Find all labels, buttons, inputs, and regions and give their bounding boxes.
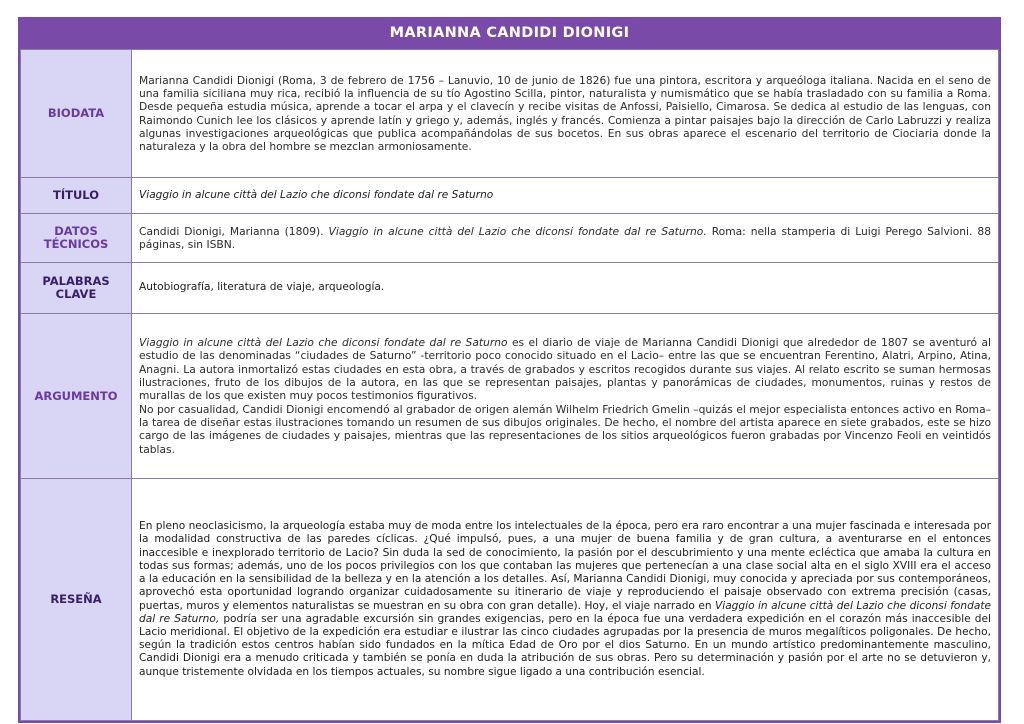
label-palabras-clave <box>21 263 132 314</box>
argumento-p1-italic: Viaggio in alcune città del Lazio che diconsi fondate dal re Saturno <box>139 336 508 350</box>
label-argumento: ARGUMENTO <box>21 314 132 479</box>
content-datos-tecnicos <box>132 214 999 263</box>
review-sheet <box>18 17 1001 723</box>
argumento-p1-rest: es el diario de viaje de Marianna Candidi Dionigi que alrededor de 1807 se aventuró al estudio de las denominadas “ciudades de Saturno” -territorio poco conocido situado en el Lacio– entre las que se encuentran Ferentino, Alatri, Arpino, Atina, Anagni. La autora inmortalizó estas ciudades en esta obra, a través de grabados y escritos recogidos durante sus viajes. Al relato escrito se suman hermosas ilustraciones, fruto de los dibujos de la autora, en las que se representan paisajes, plantas y panorámicas de ciudades, monumentos, ruinas y restos de murallas de los que existen muy pocos testimonios figurativos. <box>139 336 991 403</box>
label-datos-line2: TÉCNICOS <box>43 237 109 251</box>
row-palabras-clave <box>21 263 999 314</box>
resena-text-after: podría ser una agradable excursión sin grandes exigencias, pero en la época fue una verdadera expedición en el corazón más inaccesible del Lacio meridional. El objetivo de la expedición era estudiar e ilustrar las cinco ciudades agrupadas por la presencia de muros megalíticos poligonales. De hecho, según la tradición estos centros habían sido fundados en la mítica Edad de Oro por el dios Saturno. En un mundo artístico predominantemente masculino, Candidi Dionigi era a menudo criticada y también se ponía en duda la atribución de sus obras. Pero su determinación y pasión por el arte no se detuvieron y, aunque tristemente olvidada en los tiempos actuales, su nombre sigue ligado a una contribución esencial. <box>139 612 991 678</box>
content-palabras-clave: Autobiografía, literatura de viaje, arqueología. <box>132 263 999 314</box>
resena-text-before: En pleno neoclasicismo, la arqueología estaba muy de moda entre los intelectuales de la época, pero era raro encontrar a una mujer fascinada e interesada por la modalidad constructiva de las paredes cíclicas. ¿Qué impulsó, pues, a una mujer de buena familia y de gran cultura, a aventurarse en el entonces inaccesible e inexplorado territorio de Lacio? Sin duda la sed de conocimiento, la pasión por el descubrimiento y una mente ecléctica que amaba la cultura en todas sus formas; además, uno de los pocos privilegios con los que contaban las mujeres que pertenecían a una clase social alta en el siglo XVIII era el acceso a la educación en la sensibilidad de la belleza y en la atención a los detalles. Así, Marianna Candidi Dionigi, muy conocida y apreciada por sus contemporáneos, aprovechó esta oportunidad logrando organizar cuidadosamente su itinerario de viaje y reproduciendo el paisaje observado con extrema precisión (casas, puertas, muros y elementos naturalistas se muestran en su obra con gran detalle). Hoy, el viaje narrado en <box>139 520 991 612</box>
label-titulo: TÍTULO <box>21 178 132 214</box>
label-datos-line1: DATOS <box>54 224 98 238</box>
content-titulo: Viaggio in alcune città del Lazio che diconsi fondate dal re Saturno <box>132 178 999 214</box>
label-palabras-line1: PALABRAS <box>42 274 110 288</box>
label-resena: RESEÑA <box>21 479 132 721</box>
label-datos-tecnicos <box>21 214 132 263</box>
datos-text-italic: Viaggio in alcune città del Lazio che diconsi fondate dal re Saturno. <box>328 224 707 238</box>
label-palabras-line2: CLAVE <box>55 287 97 301</box>
label-biodata: BIODATA <box>21 50 132 178</box>
row-biodata <box>21 50 999 178</box>
argumento-paragraph-2: No por casualidad, Candidi Dionigi encomendó al grabador de origen alemán Wilhelm Friedrich Gmelin –quizás el mejor especialista entonces activo en Roma– la tarea de diseñar estas ilustraciones tomando un resumen de sus dibujos originales. De hecho, el nombre del artista aparece en siete grabados, este se hizo cargo de las imágenes de ciudades y paisajes, mientras que las representaciones de los sitios arqueológicos fueron grabadas por Vincenzo Feoli en veintidós tablas. <box>139 402 991 456</box>
datos-text-before: Candidi Dionigi, Marianna (1809). <box>139 224 329 238</box>
review-table <box>20 49 999 721</box>
resena-text-italic: Viaggio in alcune città del Lazio che diconsi fondate dal re Saturno, <box>139 599 992 625</box>
row-titulo <box>21 178 999 214</box>
datos-text-after: Roma: nella stamperia di Luigi Perego Salvioni. 88 páginas, sin ISBN. <box>139 224 991 251</box>
row-resena <box>21 479 999 721</box>
row-argumento <box>21 314 999 479</box>
page-title: MARIANNA CANDIDI DIONIGI <box>20 19 999 49</box>
content-resena <box>132 479 999 721</box>
row-datos-tecnicos <box>21 214 999 263</box>
content-argumento <box>132 314 999 479</box>
content-biodata: Marianna Candidi Dionigi (Roma, 3 de febrero de 1756 – Lanuvio, 10 de junio de 1826) fue una pintora, escritora y arqueóloga italiana. Nacida en el seno de una familia siciliana muy rica, recibió la influencia de su tío Agostino Scilla, pintor, naturalista y numismático que se había trasladado con su familia a Roma. Desde pequeña estudia música, aprende a tocar el arpa y el clavecín y recibe visitas de Anfossi, Paisiello, Cimarosa. Se dedica al estudio de las lenguas, con Raimondo Cunich lee los clásicos y aprende latín y griego y, además, inglés y francés. Comienza a pintar paisajes bajo la dirección de Carlo Labruzzi y realiza algunas investigaciones arqueológicas que publica acompañándolas de sus bocetos. En sus obras aparece el escenario del territorio de Ciociaria donde la naturaleza y la obra del hombre se mezclan armoniosamente. <box>132 50 999 178</box>
argumento-paragraph-1 <box>139 336 991 402</box>
